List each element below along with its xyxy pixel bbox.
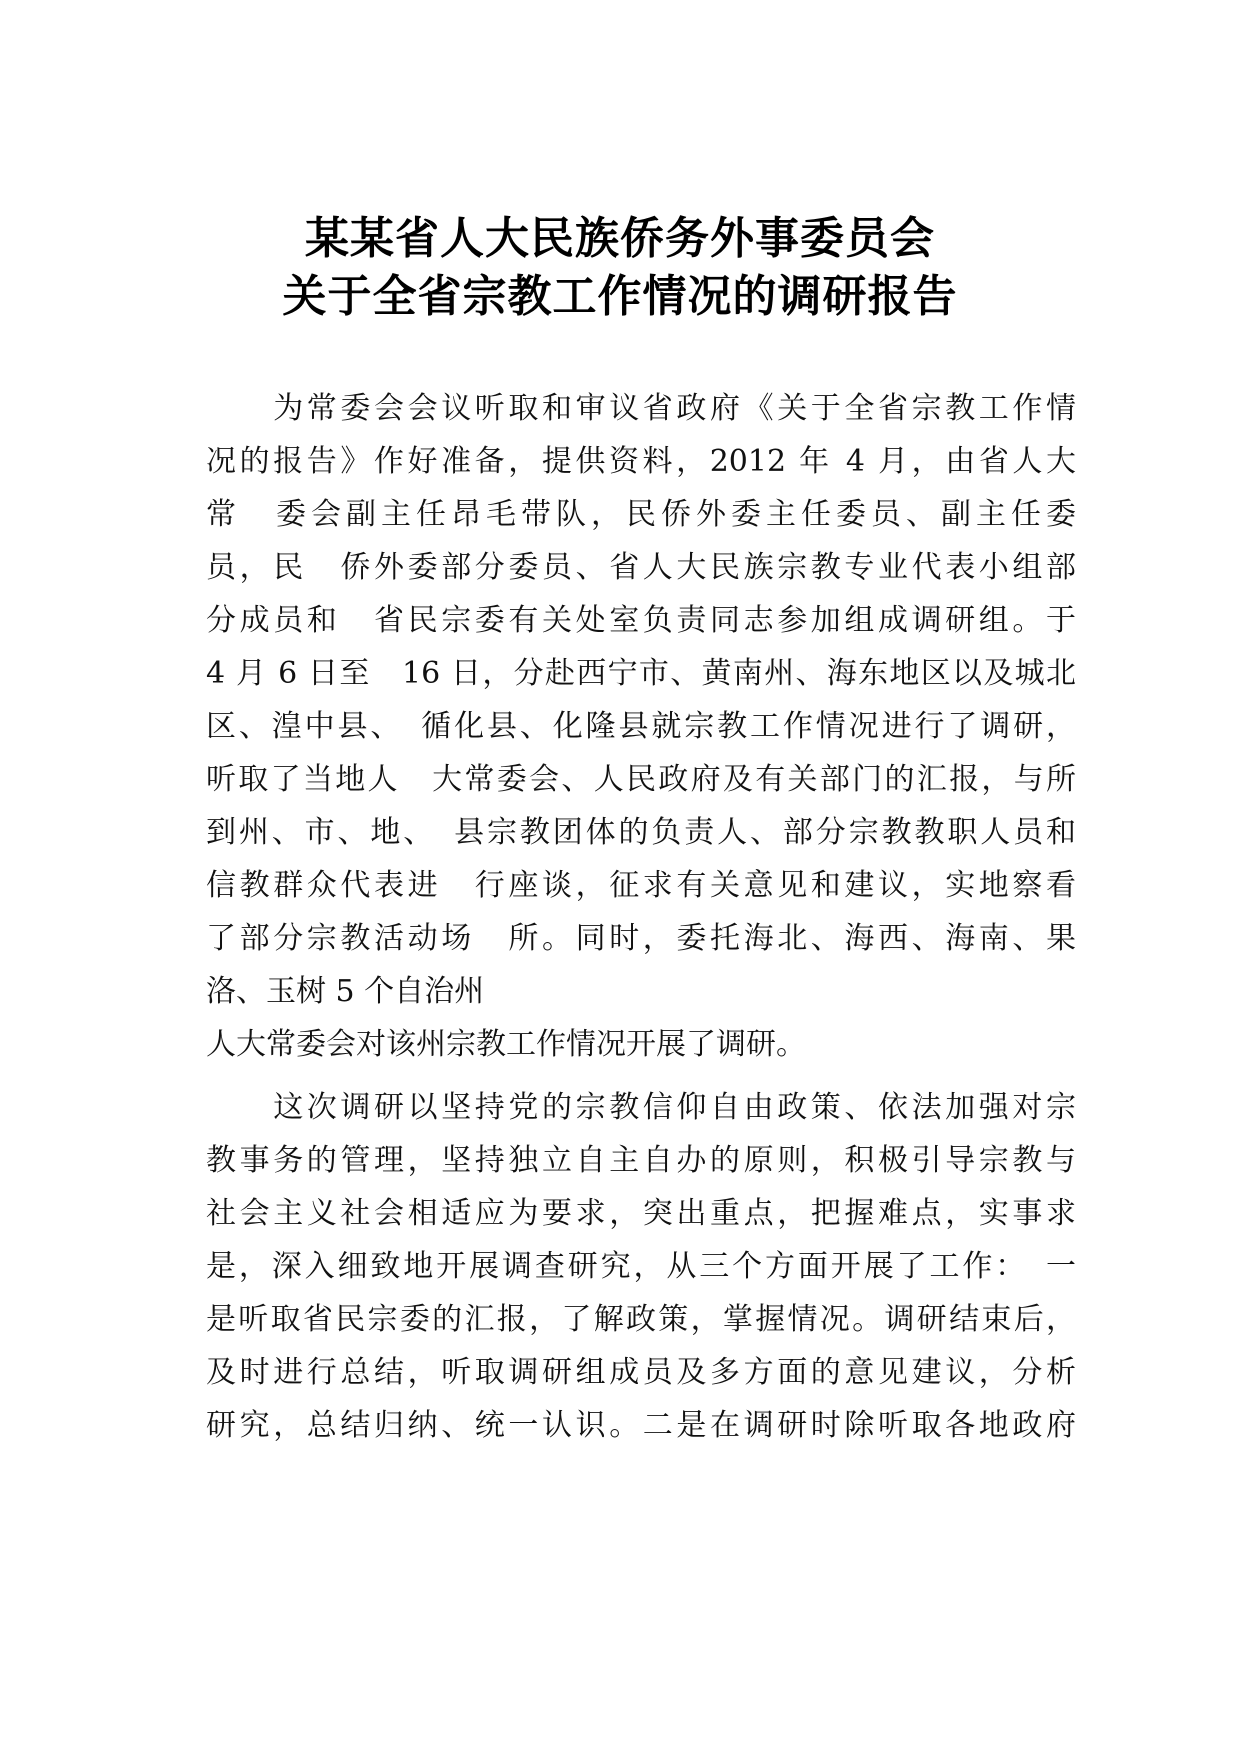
paragraph-line: 况的报告》作好准备，提供资料，2012 年 4 月，由省人大 — [206, 444, 1076, 479]
title-line-2: 关于全省宗教工作情况的调研报告 — [282, 271, 958, 322]
paragraph-line: 分成员和 省民宗委有关处室负责同志参加组成调研组。于 — [206, 603, 1076, 638]
document-title — [0, 210, 1240, 326]
paragraph-line: 是听取省民宗委的汇报，了解政策，掌握情况。调研结束后， — [206, 1302, 1076, 1337]
paragraph-line: 员，民 侨外委部分委员、省人大民族宗教专业代表小组部 — [206, 550, 1076, 585]
paragraph-line: 洛、玉树 5 个自治州 — [206, 974, 485, 1009]
paragraph-line: 为常委会会议听取和审议省政府《关于全省宗教工作情 — [206, 391, 1076, 426]
paragraph-line: 社会主义社会相适应为要求，突出重点，把握难点，实事求 — [206, 1196, 1076, 1231]
paragraph-line: 到州、市、地、 县宗教团体的负责人、部分宗教教职人员和 — [206, 815, 1076, 850]
paragraph-line: 及时进行总结，听取调研组成员及多方面的意见建议，分析 — [206, 1355, 1076, 1390]
paragraph-line: 4 月 6 日至 16 日，分赴西宁市、黄南州、海东地区以及城北 — [206, 656, 1076, 691]
paragraph-spacer — [206, 1071, 1076, 1081]
paragraph-line: 区、湟中县、 循化县、化隆县就宗教工作情况进行了调研， — [206, 709, 1076, 744]
paragraph-line: 常 委会副主任昂毛带队，民侨外委主任委员、副主任委 — [206, 497, 1076, 532]
paragraph-2 — [206, 1081, 1076, 1452]
paragraph-line: 人大常委会对该州宗教工作情况开展了调研。 — [206, 1027, 806, 1062]
title-line-1: 某某省人大民族侨务外事委员会 — [305, 213, 935, 264]
paragraph-line: 信教群众代表进 行座谈，征求有关意见和建议，实地察看 — [206, 868, 1076, 903]
document-body — [206, 382, 1076, 1452]
paragraph-1 — [206, 382, 1076, 1071]
paragraph-line: 这次调研以坚持党的宗教信仰自由政策、依法加强对宗 — [206, 1090, 1076, 1125]
paragraph-line: 教事务的管理，坚持独立自主自办的原则，积极引导宗教与 — [206, 1143, 1076, 1178]
paragraph-line: 研究，总结归纳、统一认识。二是在调研时除听取各地政府 — [206, 1408, 1076, 1443]
paragraph-line: 听取了当地人 大常委会、人民政府及有关部门的汇报，与所 — [206, 762, 1076, 797]
paragraph-line: 是，深入细致地开展调查研究，从三个方面开展了工作： 一 — [206, 1249, 1076, 1284]
paragraph-line: 了部分宗教活动场 所。同时，委托海北、海西、海南、果 — [206, 921, 1076, 956]
